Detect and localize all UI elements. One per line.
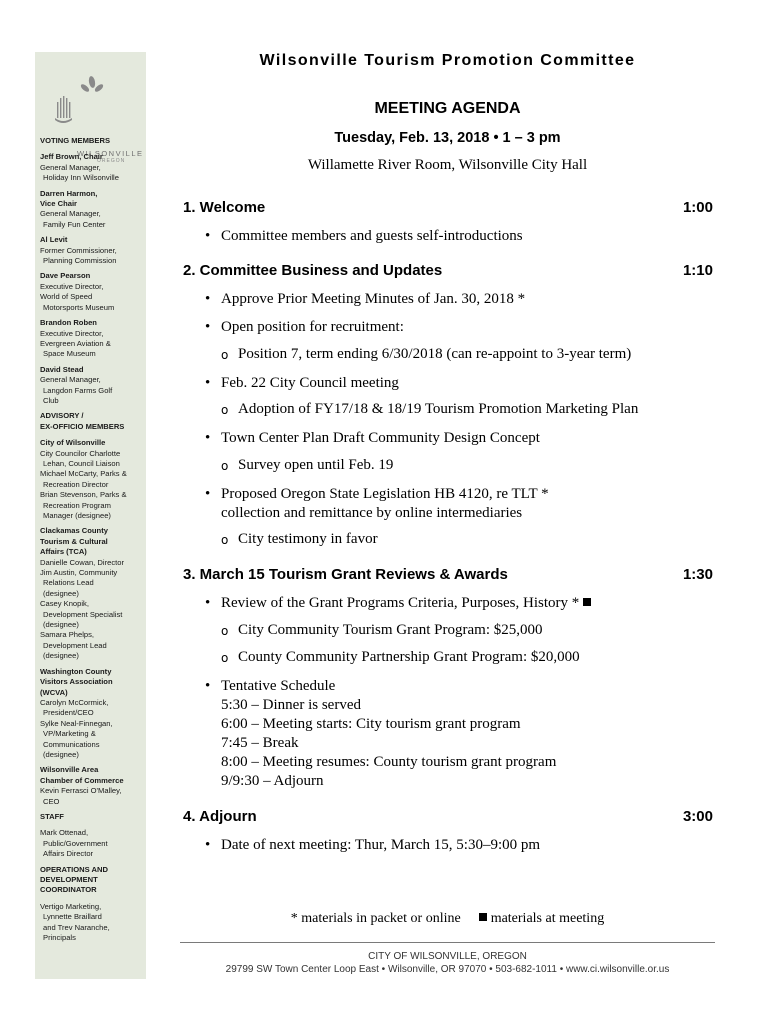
agenda-heading: MEETING AGENDA: [374, 100, 521, 117]
member-name: City of Wilsonville: [40, 438, 106, 448]
section-heading: [40, 812, 144, 822]
agenda-item-welcome: [183, 199, 713, 216]
agenda-item-title: 1. Welcome: [183, 199, 266, 216]
logo-wordmark: WILSONVILLE: [77, 149, 144, 158]
member-detail: Michael McCarty, Parks &: [40, 469, 127, 479]
meeting-date: Tuesday, Feb. 13, 2018 • 1 – 3 pm: [334, 130, 561, 146]
member-entry: [40, 526, 144, 661]
member-detail: Principals: [43, 933, 76, 943]
member-detail: Sylke Neal-Finnegan,: [40, 718, 113, 728]
member-name: Vice Chair: [40, 199, 78, 209]
section-heading: [40, 136, 144, 146]
member-detail: Lehan, Council Liaison: [43, 458, 120, 468]
member-detail: Relations Lead: [43, 578, 94, 588]
member-entry: [40, 667, 144, 761]
section-heading: [40, 411, 144, 432]
member-name: Dave Pearson: [40, 271, 91, 281]
member-name: Wilsonville Area: [40, 765, 99, 775]
agenda-item-title: 2. Committee Business and Updates: [183, 262, 443, 279]
member-detail: Executive Director,: [40, 328, 104, 338]
member-detail: Brian Stevenson, Parks &: [40, 490, 127, 500]
member-detail: (designee): [43, 588, 79, 598]
member-name: Darren Harmon,: [40, 188, 98, 198]
member-detail: Communications: [43, 739, 100, 749]
member-entry: [40, 235, 144, 266]
agenda-item-time: 1:10: [682, 262, 713, 279]
member-name: David Stead: [40, 364, 84, 374]
member-name: Washington County: [40, 666, 112, 676]
member-detail: VP/Marketing &: [43, 729, 96, 739]
committee-title: Wilsonville Tourism Promotion Committee: [259, 52, 636, 69]
agenda-item-time: 1:00: [682, 199, 713, 216]
member-roster: [40, 136, 144, 948]
member-name: Visitors Association: [40, 677, 113, 687]
member-detail: Casey Knopik,: [40, 599, 89, 609]
meeting-location: Willamette River Room, Wilsonville City Hall: [307, 157, 588, 173]
agenda-item-business: [183, 262, 713, 279]
member-detail: Evergreen Aviation &: [40, 338, 111, 348]
agenda-item-time: 1:30: [682, 566, 713, 583]
member-detail: Public/Government: [43, 838, 108, 848]
meeting-materials-icon: [479, 913, 487, 921]
member-detail: Vertigo Marketing,: [40, 901, 102, 911]
member-detail: General Manager,: [40, 375, 101, 385]
member-detail: (designee): [43, 749, 79, 759]
member-detail: and Trev Naranche,: [43, 922, 110, 932]
member-detail: General Manager,: [40, 209, 101, 219]
member-detail: Lynnette Braillard: [43, 912, 102, 922]
member-entry: [40, 318, 144, 360]
member-detail: President/CEO: [43, 708, 94, 718]
member-detail: Development Specialist: [43, 609, 123, 619]
member-detail: Affairs Director: [43, 849, 94, 859]
agenda-item-adjourn: [183, 808, 713, 825]
member-entry: [40, 271, 144, 313]
member-detail: Family Fun Center: [43, 219, 106, 229]
member-detail: Holiday Inn Wilsonville: [43, 173, 119, 183]
member-detail: Former Commissioner,: [40, 245, 117, 255]
member-entry: [40, 828, 144, 859]
member-entry: [40, 189, 144, 231]
member-detail: Space Museum: [43, 349, 96, 359]
member-name: Al Levit: [40, 235, 68, 245]
member-detail: Recreation Program: [43, 500, 111, 510]
member-detail: CEO: [43, 796, 60, 806]
member-entry: [40, 438, 144, 521]
meeting-materials-icon: [583, 598, 591, 606]
agenda-item-title: 4. Adjourn: [183, 808, 257, 825]
section-heading-line: VOTING MEMBERS: [40, 136, 111, 145]
section-heading-line: ADVISORY /: [40, 411, 84, 421]
member-detail: Mark Ottenad,: [40, 828, 89, 838]
agenda-item-grants: [183, 566, 713, 583]
member-detail: (designee): [43, 620, 79, 630]
member-name: Tourism & Cultural: [40, 536, 108, 546]
member-detail: Development Lead: [43, 640, 107, 650]
member-detail: Executive Director,: [40, 281, 104, 291]
member-detail: (designee): [43, 651, 79, 661]
section-heading-line: DEVELOPMENT: [40, 875, 98, 884]
member-detail: Recreation Director: [43, 479, 109, 489]
member-entry: [40, 365, 144, 407]
member-detail: Club: [43, 395, 59, 405]
footer-city: CITY OF WILSONVILLE, OREGON: [368, 951, 527, 962]
member-detail: World of Speed: [40, 292, 93, 302]
member-detail: Samara Phelps,: [40, 630, 95, 640]
section-heading-line: STAFF: [40, 811, 64, 821]
member-name: (WCVA): [40, 687, 68, 697]
member-name: Affairs (TCA): [40, 547, 87, 557]
member-detail: Carolyn McCormick,: [40, 697, 109, 707]
member-detail: Motorsports Museum: [43, 302, 115, 312]
member-detail: Danielle Cowan, Director: [40, 557, 124, 567]
member-entry: [40, 765, 144, 807]
member-entry: [40, 152, 144, 183]
member-detail: Planning Commission: [43, 256, 117, 266]
member-detail: Kevin Ferrasci O'Malley,: [40, 786, 122, 796]
section-heading-line: COORDINATOR: [40, 885, 97, 895]
member-detail: General Manager,: [40, 162, 101, 172]
footer-divider: [180, 942, 715, 943]
agenda-item-time: 3:00: [682, 808, 713, 825]
section-heading-line: EX-OFFICIO MEMBERS: [40, 421, 125, 431]
legend-packet: * materials in packet or online: [290, 911, 461, 926]
agenda-item-title: 3. March 15 Tourism Grant Reviews & Awards: [183, 566, 508, 583]
logo-subtitle: OREGON: [97, 158, 126, 164]
member-name: Clackamas County: [40, 526, 108, 536]
legend-meeting: materials at meeting: [490, 911, 605, 926]
section-heading: [40, 865, 144, 896]
footer-address: 29799 SW Town Center Loop East • Wilsonville, OR 97070 • 503-682-1011 • www.ci.wilsonville.or.us: [225, 964, 670, 975]
wilsonville-logo-icon: [45, 72, 140, 132]
section-heading-line: OPERATIONS AND: [40, 864, 108, 874]
member-detail: Langdon Farms Golf: [43, 385, 113, 395]
member-detail: Manager (designee): [43, 511, 111, 520]
materials-legend: [180, 911, 715, 927]
member-detail: City Councilor Charlotte: [40, 448, 121, 458]
member-name: Jeff Brown, Chair: [40, 152, 103, 162]
member-name: Brandon Roben: [40, 318, 97, 328]
member-name: Chamber of Commerce: [40, 775, 124, 785]
member-entry: [40, 902, 144, 944]
member-detail: Jim Austin, Community: [40, 568, 118, 578]
